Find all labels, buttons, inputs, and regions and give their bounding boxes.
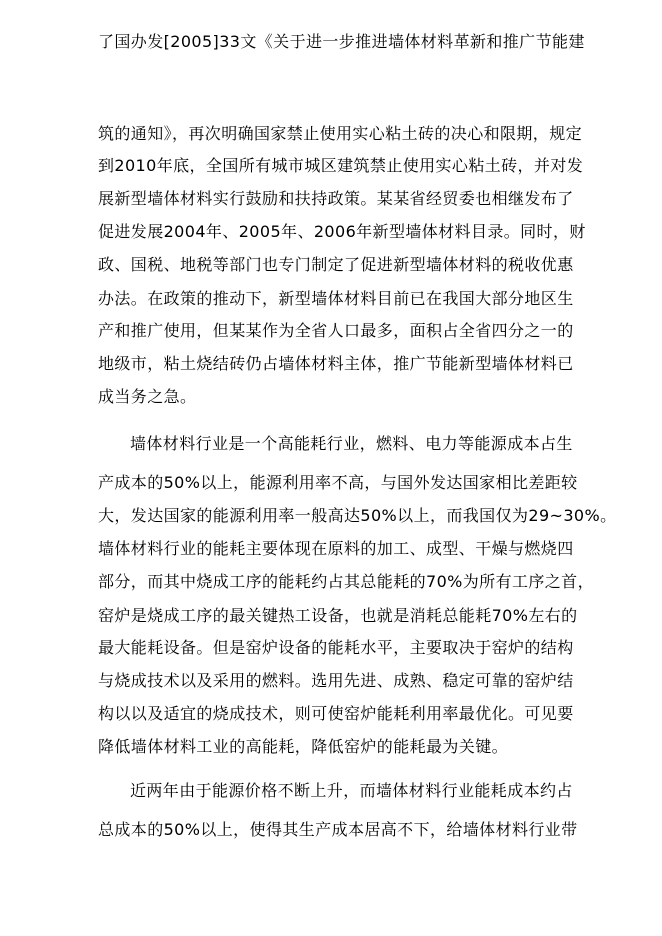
paragraph-line: 成当务之急。 bbox=[98, 387, 197, 406]
paragraph-line: 了国办发[2005]33文《关于进一步推进墙体材料革新和推广节能建 bbox=[98, 32, 585, 51]
paragraph-line: 总成本的50%以上，使得其生产成本居高不下，给墙体材料行业带 bbox=[98, 820, 578, 839]
paragraph-line: 墙体材料行业的能耗主要体现在原料的加工、成型、干燥与燃烧四 bbox=[98, 539, 574, 558]
paragraph-line: 与烧成技术以及采用的燃料。选用先进、成熟、稳定可靠的窑炉结 bbox=[98, 671, 574, 690]
paragraph-line: 构以以及适宜的烧成技术，则可使窑炉能耗利用率最优化。可见要 bbox=[98, 704, 574, 723]
paragraph-line: 部分，而其中烧成工序的能耗约占其总能耗的70%为所有工序之首， bbox=[98, 572, 594, 591]
paragraph-line: 展新型墙体材料实行鼓励和扶持政策。某某省经贸委也相继发布了 bbox=[98, 189, 574, 208]
paragraph-line: 筑的通知》，再次明确国家禁止使用实心粘土砖的决心和限期，规定 bbox=[98, 124, 583, 143]
paragraph-line: 大，发达国家的能源利用率一般高达50%以上，而我国仅为29~30%。 bbox=[98, 506, 617, 525]
paragraph-line: 办法。在政策的推动下，新型墙体材料目前已在我国大部分地区生 bbox=[98, 289, 574, 308]
paragraph-line: 最大能耗设备。但是窑炉设备的能耗水平，主要取决于窑炉的结构 bbox=[98, 638, 574, 657]
paragraph-line: 墙体材料行业是一个高能耗行业，燃料、电力等能源成本占生 bbox=[130, 434, 573, 453]
paragraph-line: 窑炉是烧成工序的最关键热工设备，也就是消耗总能耗70%左右的 bbox=[98, 606, 578, 625]
paragraph-line: 产和推广使用，但某某作为全省人口最多，面积占全省四分之一的 bbox=[98, 321, 574, 340]
paragraph-line: 近两年由于能源价格不断上升，而墙体材料行业能耗成本约占 bbox=[130, 781, 573, 800]
paragraph-line: 到2010年底，全国所有城市城区建筑禁止使用实心粘土砖，并对发 bbox=[98, 156, 584, 175]
paragraph-line: 促进发展2004年、2005年、2006年新型墙体材料目录。同时，财 bbox=[98, 222, 586, 241]
paragraph-line: 政、国税、地税等部门也专门制定了促进新型墙体材料的税收优惠 bbox=[98, 255, 574, 274]
paragraph-line: 降低墙体材料工业的高能耗，降低窑炉的能耗最为关键。 bbox=[98, 737, 509, 756]
paragraph-line: 产成本的50%以上，能源利用率不高，与国外发达国家相比差距较 bbox=[98, 473, 578, 492]
paragraph-line: 地级市，粘土烧结砖仍占墙体材料主体，推广节能新型墙体材料已 bbox=[98, 354, 574, 373]
